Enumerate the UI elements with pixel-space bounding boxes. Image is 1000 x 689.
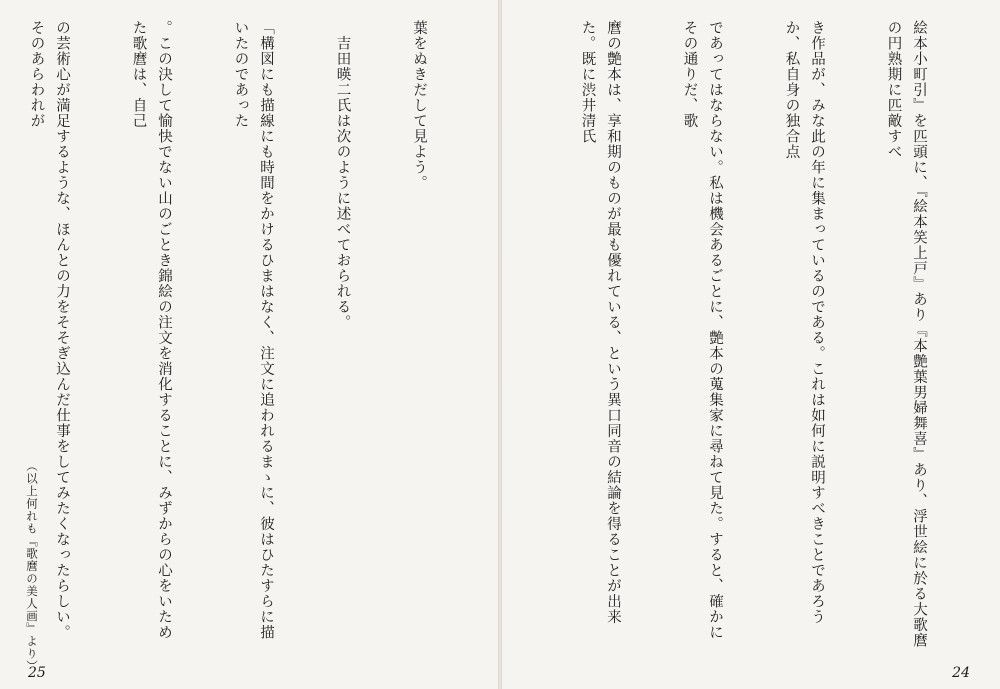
source-note: （以上何れも『歌麿の美人画』より）: [25, 460, 39, 673]
right-page: [502, 0, 1000, 689]
left-page-body: [22, 20, 482, 650]
text-line: 。この決して愉快でない山のごとき錦絵の注文を消化することに、みずからの心をいためた歌麿は、自己: [130, 20, 172, 640]
text-line: 「構図にも描線にも時間をかけるひまはなく、注文に追われるまゝに、彼はひたすらに描いたのであった: [232, 20, 274, 640]
text-line: き作品が、みな此の年に集まっているのである。これは如何に説明すべきことであろうか、私自身の独合点: [783, 20, 825, 625]
text-line: 麿の艶本は、享和期のものが最も優れている、という異口同音の結論を得ることが出来た。既に渋井清氏: [579, 20, 621, 625]
right-page-body: [520, 20, 982, 650]
text-line: 吉田暎二氏は次のように述べておられる。: [334, 20, 351, 330]
text-line: であってはならない。私は機会あるごとに、艶本の蒐集家に尋ねて見た。すると、確かにその通りだ、歌: [681, 20, 723, 640]
page-number-left: 25: [28, 665, 46, 681]
text-line: 葉をぬきだして見よう。: [411, 20, 427, 191]
text-line: の芸術心が満足するような、ほんとの力をそそぎ込んだ仕事をしてみたくなったらしい。そのあらわれが: [28, 20, 70, 640]
page-number-right: 24: [952, 665, 970, 681]
text-line: [520, 20, 523, 650]
text-line: 絵本小町引』を匹頭に、『絵本笑上戸』あり『本艶葉男婦舞喜』あり、浮世絵に於る大歌麿の円熟期に匹敵すべ: [885, 20, 927, 649]
left-page: [0, 0, 498, 689]
